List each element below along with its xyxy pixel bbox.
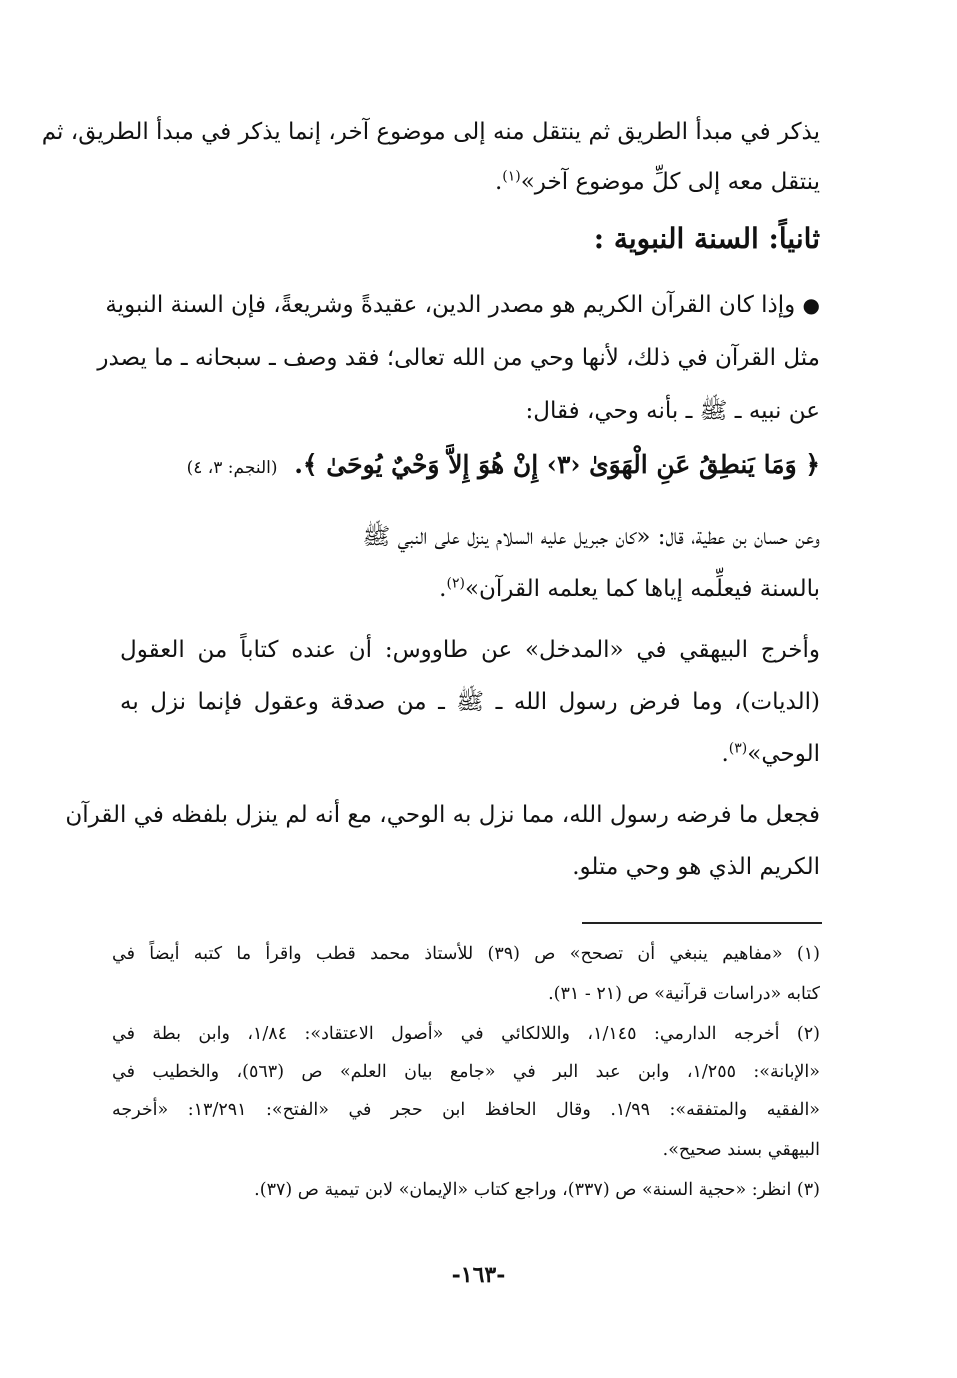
punctuation: . bbox=[721, 741, 729, 767]
quran-verse bbox=[160, 450, 820, 479]
footnote-line: (٣) انظر: «حجية السنة» ص (٣٣٧)، وراجع كتاب «الإيمان» لابن تيمية ص (٣٧). bbox=[254, 1180, 820, 1200]
footnote-marker: (٢) bbox=[446, 575, 465, 592]
body-text-line bbox=[120, 740, 820, 769]
footnote-line: «الفقيه والمتفقه»: ١/٩٩. وقال الحافظ ابن حجر في «الفتح»: ١٣/٢٩١: «أخرجه bbox=[112, 1100, 821, 1120]
body-text: الوحي» bbox=[747, 741, 820, 767]
footnote-marker: (٣) bbox=[728, 740, 748, 757]
body-text: وإذا كان القرآن الكريم هو مصدر الدين، عقيدةً وشريعةً، فإن السنة النبوية bbox=[105, 292, 796, 318]
body-text: بالسنة فيعلِّمه إياها كما يعلمه القرآن» bbox=[464, 576, 820, 602]
body-text-line: مثل القرآن في ذلك، لأنها وحي من الله تعالى؛ فقد وصف ـ سبحانه ـ ما يصدر bbox=[97, 345, 820, 371]
footnote-line: (١) «مفاهيم ينبغي أن تصحح» ص (٣٩) للأستاذ محمد قطب واقرأ ما كتبه أيضاً في bbox=[112, 944, 820, 964]
footnote-divider bbox=[582, 922, 822, 924]
verse-reference: (النجم: ٣، ٤) bbox=[186, 458, 278, 478]
section-heading: ثانياً: السنة النبوية : bbox=[593, 222, 820, 255]
punctuation: . bbox=[439, 576, 447, 602]
body-text-line: فجعل ما فرضه رسول الله، مما نزل به الوحي، مع أنه لم ينزل بلفظه في القرآن bbox=[65, 802, 820, 828]
body-text-line: الكريم الذي هو وحي متلو. bbox=[572, 854, 820, 880]
footnote-line: كتابه «دراسات قرآنية» ص (٢١ - ٣١). bbox=[548, 984, 820, 1004]
body-text-line: يذكر في مبدأ الطريق ثم ينتقل منه إلى موضوع آخر، إنما يذكر في مبدأ الطريق، ثم bbox=[41, 119, 820, 145]
body-text-line: (الديات)، وما فرض رسول الله ـ ﷺ ـ من صدقة وعقول فإنما نزل به bbox=[120, 689, 820, 715]
body-text-line: وعن حسان بن عطية، قال: «كان جبريل عليه السلام ينزل على النبي ﷺ bbox=[362, 524, 820, 550]
body-text-line: عن نبيه ـ ﷺ ـ بأنه وحي، فقال: bbox=[525, 398, 820, 424]
body-text: ينتقل معه إلى كلِّ موضوع آخر» bbox=[520, 169, 820, 195]
bullet-icon: ● bbox=[802, 293, 820, 317]
page-number: -١٦٣- bbox=[451, 1262, 506, 1288]
footnote-line: (٢) أخرجه الدارمي: ١/١٤٥، واللالكائي في «أصول الاعتقاد»: ١/٨٤، وابن بطة في bbox=[112, 1024, 820, 1044]
footnote-marker: (١) bbox=[502, 168, 521, 185]
footnote-line: البيهقي بسند صحيح». bbox=[662, 1140, 820, 1160]
punctuation: . bbox=[494, 169, 503, 195]
body-text-line: وأخرج البيهقي في «المدخل» عن طاووس: أن عنده كتاباً من العقول bbox=[120, 637, 820, 663]
body-text-line bbox=[120, 168, 820, 197]
body-text-line bbox=[105, 291, 820, 320]
footnote-line: «الإبانة»: ١/٢٥٥، وابن عبد البر في «جامع بيان العلم» ص (٥٦٣)، والخطيب في bbox=[112, 1062, 820, 1082]
verse-text: ﴿ وَمَا يَنطِقُ عَنِ الْهَوَىٰ ‹٣› إِنْ هُوَ إِلاَّ وَحْيٌ يُوحَىٰ ﴾. bbox=[294, 450, 820, 479]
body-text-line bbox=[120, 575, 820, 604]
